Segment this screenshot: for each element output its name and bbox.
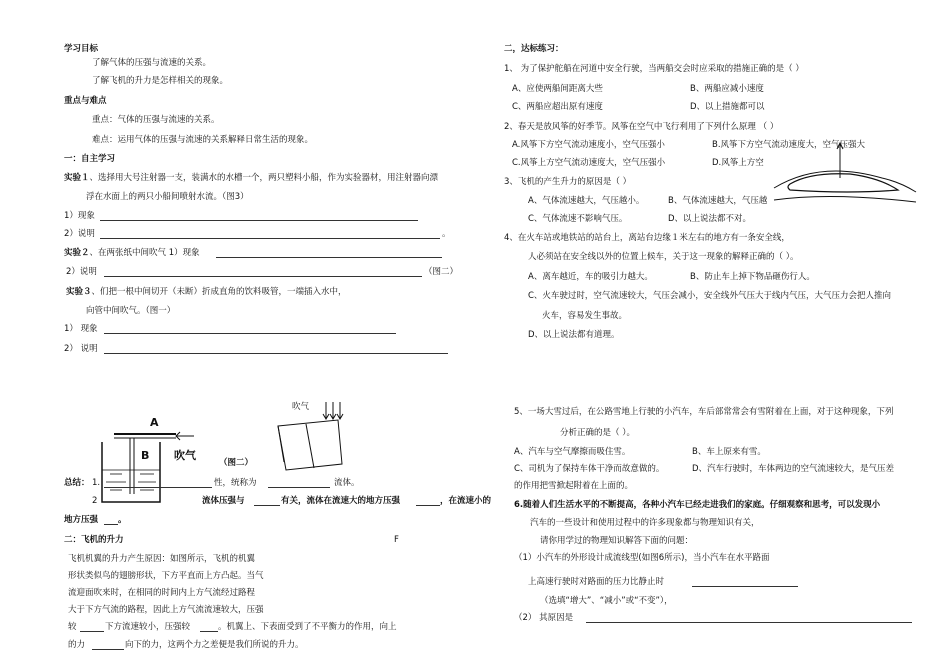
answer-line[interactable] <box>104 487 196 488</box>
answer-line[interactable] <box>200 631 218 632</box>
experiment-2-text: 、在两张纸中间吹气 1）现象 <box>89 248 200 258</box>
question-4-option-d: D、以上说法都有道理。 <box>528 330 620 340</box>
experiment-1 <box>64 173 438 184</box>
experiment-1-label: 实验１ <box>64 173 90 183</box>
question-3-option-c: C、气体流速不影响气压。 <box>528 214 628 224</box>
experiment-3-text: 、们把一根中间切开（未断）折成直角的饮料吸管，一端插入水中， <box>91 287 347 297</box>
question-6-part-2: （2） 其原因是 <box>514 613 574 623</box>
summary-2-number: 2 <box>92 496 98 506</box>
question-5-text-2: 分析正确的是（ ）。 <box>560 428 635 438</box>
question-1-option-a: A、应使两船间距离大些 <box>512 84 603 94</box>
key-point-2: 难点：运用气体的压强与流速的关系解释日常生活的现象。 <box>92 135 314 145</box>
goal-1: 了解气体的压强与流速的关系。 <box>92 58 212 68</box>
experiment-1-q2: 2）说明 <box>64 229 95 239</box>
answer-line[interactable] <box>196 487 212 488</box>
summary-2-text-c: ，在流速小的 <box>440 496 492 506</box>
question-4-option-c: C、火车驶过时，空气流速较大，气压会减小，安全线外气压大于线内气压，大气压力会把人推向 <box>528 291 891 301</box>
question-6-part-1-text-3: （选填“增大”、“减小”或“不变”）， <box>540 596 673 606</box>
question-1-option-c: C、两船应超出原有速度 <box>512 102 603 112</box>
lift-line-1: 飞机机翼的升力产生原因：如图所示，飞机的机翼 <box>68 554 256 564</box>
question-3: 3、飞机的产生升力的原因是（ ） <box>504 177 632 187</box>
question-1-option-d: D、以上措施都可以 <box>690 102 765 112</box>
experiment-1-text: 、选择用大号注射器一支，装满水的水槽一个，两只塑料小船，作为实验器材，用注射器向漂 <box>89 173 439 183</box>
question-2: 2、春天是放风筝的好季节。风筝在空气中飞行利用了下列什么原理 （ ） <box>504 122 779 132</box>
question-4: 4、在火车站或地铁站的站台上，离站台边缘１米左右的地方有一条安全线， <box>504 233 790 243</box>
question-4-option-a: A、离车越近，车的吸引力越大。 <box>528 272 653 282</box>
experiment-1-q1: 1）现象 <box>64 211 95 221</box>
experiment-3 <box>66 287 347 298</box>
answer-line[interactable] <box>104 333 396 334</box>
question-2-option-a: A.风筝下方空气流动速度小，空气压强小 <box>512 140 665 150</box>
experiment-2-label: 实验２ <box>64 248 90 258</box>
question-5-option-d: D、汽车行驶时，车体两边的空气流速较大，是气压差 <box>692 464 895 474</box>
summary-2-text-a: 流体压强与 <box>202 496 245 506</box>
question-3-option-d: D、以上说法都不对。 <box>668 214 752 224</box>
question-2-option-c: C.风筝上方空气流动速度大，空气压强小 <box>512 158 666 168</box>
force-label-f: F <box>394 535 399 545</box>
figure-label-a: A <box>150 416 159 429</box>
answer-line[interactable] <box>104 524 118 525</box>
summary-1-text: 性，统称为 <box>214 478 257 488</box>
question-1: 1、 为了保护舵船在河道中安全行驶，当两船交会时应采取的措施正确的是（ ） <box>504 64 804 74</box>
answer-line[interactable] <box>104 276 422 277</box>
question-5-option-a: A、汽车与空气摩擦而吸住雪。 <box>514 447 631 457</box>
answer-line[interactable] <box>80 631 104 632</box>
experiment-2 <box>64 248 200 259</box>
question-6-part-1-text-2: 上高速行驶时对路面的压力比静止时 <box>528 577 665 587</box>
lift-line-5-a: 较 <box>68 622 77 632</box>
question-2-option-b: B.风筝下方空气流动速度大，空气压强大 <box>712 140 866 150</box>
lift-line-6-a: 的力 <box>68 640 86 650</box>
question-6: 6.随着人们生活水平的不断提高，各种小汽车已经走进我们的家庭。仔细观察和思考，可以发现小 <box>514 500 881 510</box>
question-1-option-b: B、两船应减小速度 <box>690 84 764 94</box>
experiment-3-q1: 1） 现象 <box>64 324 98 334</box>
question-5-option-d-2: 的作用把雪掀起附着在上面的。 <box>514 481 634 491</box>
key-point-1: 重点：气体的压强与流速的关系。 <box>92 115 220 125</box>
experiment-2-fig: （图二） <box>424 267 459 277</box>
experiment-1-text-2: 浮在水面上的两只小船间喷射水流。（图3） <box>86 192 249 202</box>
answer-line[interactable] <box>104 353 448 354</box>
experiment-1-q2-end: 。 <box>442 229 451 239</box>
key-title: 重点与难点 <box>64 96 107 106</box>
lift-line-4: 大于下方气流的路程，因此上方气流流速较大，压强 <box>68 605 264 615</box>
summary-label: 总结： <box>64 478 90 488</box>
answer-line[interactable] <box>92 649 124 650</box>
lift-line-2: 形状类似鸟的翅膀形状，下方平直而上方凸起。当气 <box>68 571 264 581</box>
question-6-text-3: 请你用学过的物理知识解答下面的问题： <box>540 536 694 546</box>
section-practice: 二，达标练习： <box>504 44 564 54</box>
question-6-text-2: 汽车的一些设计和使用过程中的许多现象都与物理知识有关， <box>530 518 760 528</box>
question-3-option-a: A、气体流速越大，气压越小。 <box>528 196 645 206</box>
lift-line-6-b: 向下的力，这两个力之差便是我们所说的升力。 <box>125 640 304 650</box>
question-5-option-c: C、司机为了保持车体干净而故意做的。 <box>514 464 665 474</box>
figure-blow-label-2: 吹气 <box>292 402 310 412</box>
question-4-option-c-2: 火车，容易发生事故。 <box>542 311 628 321</box>
lift-line-5-b: 下方流速较小，压强较 <box>105 622 191 632</box>
lift-line-5-c: 。机翼上、下表面受到了不平衡力的作用，向上 <box>218 622 397 632</box>
experiment-2-q2: 2）说明 <box>66 267 97 277</box>
question-5-option-b: B、车上原来有雪。 <box>692 447 766 457</box>
summary-2-text-d: 地方压强 <box>64 515 99 525</box>
experiment-3-label: 实验３ <box>66 287 92 297</box>
summary-1-number: 1. <box>92 478 101 488</box>
answer-line[interactable] <box>268 487 330 488</box>
answer-line[interactable] <box>586 622 912 623</box>
question-6-part-1: （1）小汽车的外形设计成流线型(如图6所示)，当小汽车在水平路面 <box>514 553 770 563</box>
question-3-option-b: B、气体流速越大，气压越 <box>668 196 768 206</box>
answer-line[interactable] <box>416 505 440 506</box>
section-lift: 二：飞机的升力 <box>64 535 124 545</box>
answer-line[interactable] <box>692 586 798 587</box>
figure-2-caption: （图二） <box>219 458 254 468</box>
goal-2: 了解飞机的升力是怎样相关的现象。 <box>92 76 229 86</box>
answer-line[interactable] <box>216 257 442 258</box>
section-self-study: 一：自主学习 <box>64 154 116 164</box>
answer-line[interactable] <box>254 505 280 506</box>
figure-label-b: B <box>141 449 150 462</box>
question-4-option-b: B、防止车上掉下物品砸伤行人。 <box>690 272 815 282</box>
paper-sheets-figure <box>270 398 370 478</box>
answer-line[interactable] <box>100 238 440 239</box>
airfoil-figure <box>770 138 920 208</box>
question-2-option-d: D.风筝上方空 <box>712 158 764 168</box>
summary-2-text-b: 有关，流体在流速大的地方压强 <box>281 496 401 506</box>
lift-line-3: 流迎面吹来时，在相同的时间内上方气流经过路程 <box>68 588 256 598</box>
summary-1-end: 流体。 <box>334 478 360 488</box>
figure-blow-label: 吹气 <box>174 449 196 462</box>
experiment-3-q2: 2） 说明 <box>64 344 98 354</box>
goals-title: 学习目标 <box>64 44 99 54</box>
question-5: 5、一场大雪过后，在公路雪地上行驶的小汽车，车后部常常会有雪附着在上面，对于这种现象，下列 <box>514 407 894 417</box>
question-4-text-2: 人必须站在安全线以外的位置上候车，关于这一现象的解释正确的（ ）。 <box>528 252 799 262</box>
experiment-3-text-2: 向管中间吹气。（图一） <box>86 306 176 316</box>
answer-line[interactable] <box>100 220 418 221</box>
summary-2-text-e: 。 <box>118 515 127 525</box>
